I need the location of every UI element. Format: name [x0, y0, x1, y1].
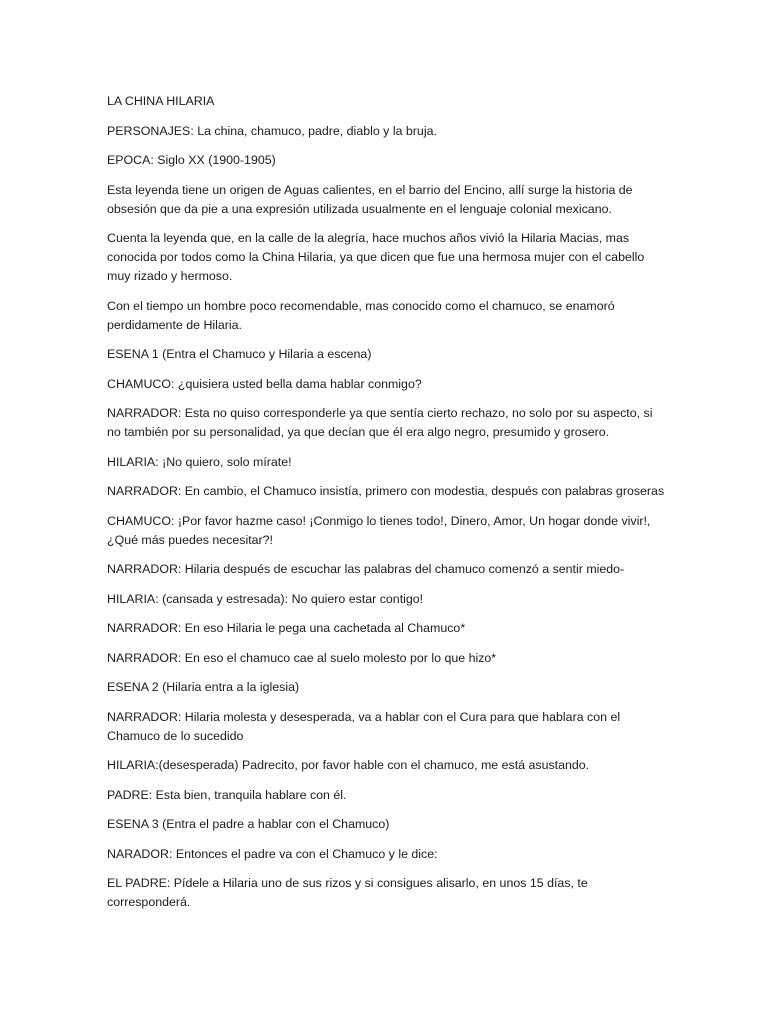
dialogue-line: HILARIA:(desesperada) Padrecito, por favor hable con el chamuco, me está asustando. — [107, 758, 590, 772]
paragraph-origen: Esta leyenda tiene un origen de Aguas calientes, en el barrio del Encino, allí surge la historia de obsesión que da pie a una expresión utilizada usualmente en el lenguaje colonial mexicano. — [107, 182, 633, 216]
dialogue-line: NARRADOR: En eso Hilaria le pega una cachetada al Chamuco* — [107, 621, 466, 635]
document-body — [107, 92, 667, 923]
dialogue-line: NARADOR: Entonces el padre va con el Chamuco y le dice: — [107, 846, 438, 861]
dialogue-line: NARRADOR: En cambio, el Chamuco insistía, primero con modestia, después con palabras groseras — [107, 484, 665, 498]
paragraph-leyenda: Cuenta la leyenda que, en la calle de la alegría, hace muchos años vivió la Hilaria Macias, mas conocida por todos como la China Hilaria, ya que dicen que fue una hermosa mujer con el cabello muy rizado y hermoso. — [107, 231, 645, 283]
dialogue-line: HILARIA: ¡No quiero, solo mírate! — [107, 454, 292, 469]
paragraph-epoca: EPOCA: Siglo XX (1900-1905) — [107, 153, 276, 167]
dialogue-line: CHAMUCO: ¡Por favor hazme caso! ¡Conmigo lo tienes todo!, Dinero, Amor, Un hogar donde vivir!, ¿Qué más puedes necesitar?! — [107, 513, 651, 547]
paragraph-personajes: PERSONAJES: La china, chamuco, padre, diablo y la bruja. — [107, 123, 437, 138]
scene-heading-3: ESENA 3 (Entra el padre a hablar con el Chamuco) — [107, 817, 390, 831]
dialogue-line: CHAMUCO: ¿quisiera usted bella dama hablar conmigo? — [107, 376, 422, 391]
dialogue-line: NARRADOR: En eso el chamuco cae al suelo molesto por lo que hizo* — [107, 650, 497, 665]
dialogue-line: PADRE: Esta bien, tranquila hablare con él. — [107, 787, 347, 802]
dialogue-line: HILARIA: (cansada y estresada): No quiero estar contigo! — [107, 591, 424, 606]
paragraph-chamuco-intro: Con el tiempo un hombre poco recomendable, mas conocido como el chamuco, se enamoró perdidamente de Hilaria. — [107, 298, 615, 332]
dialogue-line: EL PADRE: Pídele a Hilaria uno de sus rizos y si consigues alisarlo, en unos 15 días, te corresponderá. — [107, 876, 588, 909]
scene-heading-1: ESENA 1 (Entra el Chamuco y Hilaria a escena) — [107, 347, 372, 361]
dialogue-line: NARRADOR: Hilaria después de escuchar las palabras del chamuco comenzó a sentir miedo- — [107, 562, 625, 576]
dialogue-line: NARRADOR: Hilaria molesta y desesperada, va a hablar con el Cura para que hablara con el Chamuco de lo sucedido — [107, 709, 621, 743]
scene-heading-2: ESENA 2 (Hilaria entra a la iglesia) — [107, 680, 300, 694]
dialogue-line: NARRADOR: Esta no quiso corresponderle ya que sentía cierto rechazo, no solo por su aspecto, si no también por su personalidad, ya que decían que él era algo negro, presumido y grosero. — [107, 406, 653, 439]
document-title: LA CHINA HILARIA — [107, 94, 215, 108]
